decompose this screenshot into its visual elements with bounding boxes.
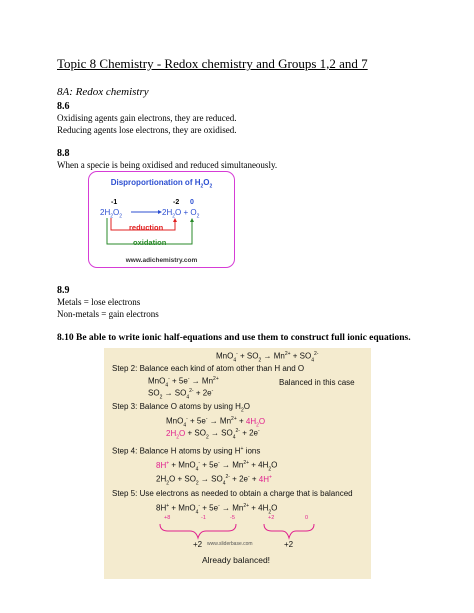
section-number-8-9: 8.9 (57, 285, 70, 296)
step2-eq-a: $MnO_4^- + 5e^- \to Mn^{2+}$ (148, 376, 219, 389)
oxidation-state-mid: -2 (173, 199, 180, 206)
total-charge-right: +2 (284, 540, 294, 549)
oxidation-state-right: 0 (190, 199, 194, 206)
charge-label: +2 (268, 515, 275, 521)
charge-label: -5 (230, 515, 235, 521)
footer-text: Already balanced! (202, 555, 271, 565)
figure-title: Disproportionation of $H_2O_2$ (110, 178, 213, 190)
charge-label: -1 (201, 515, 206, 521)
page-title: Topic 8 Chemistry - Redox chemistry and Groups 1,2 and 7 (57, 56, 368, 71)
step-5: Step 5: Use electrons as needed to obtain a charge that is balanced (112, 489, 353, 498)
text-line: Oxidising agents gain electrons, they are reduced. (57, 113, 237, 123)
oxidation-label: oxidation (133, 238, 167, 247)
step3-eq-a: $MnO_4^- + 5e^- \to Mn^{2+} + 4H_2O$ (166, 416, 266, 429)
section-number-8-8: 8.8 (57, 148, 70, 159)
step3-eq-b: $2H_2O + SO_2 \to SO_4^{2-} + 2e^-$ (166, 428, 260, 441)
section-heading-8a: 8A: Redox chemistry (57, 86, 149, 98)
products: $2H_2O + O_2$ (162, 208, 200, 220)
charge-label: 0 (305, 515, 309, 521)
reduction-label: reduction (129, 223, 164, 232)
step-3: Step 3: Balance O atoms by using $H_2O$ (112, 402, 250, 414)
figure-source: www.sliderbase.com (207, 541, 253, 547)
figure-source: www.adichemistry.com (125, 257, 198, 264)
total-charge-left: +2 (193, 540, 203, 549)
oxidation-state-left: -1 (111, 199, 118, 206)
step-4: Step 4: Balance H atoms by using H+ ions (112, 446, 261, 456)
step2-eq-b: $SO_2 \to SO_4^{2-} + 2e^-$ (148, 388, 214, 401)
step4-eq-b: $2H_2O + SO_2 \to SO_4^{2-} + 2e^- + 4H^+$ (156, 474, 272, 487)
text-line: Non-metals = gain electrons (57, 309, 159, 319)
equation-top: $MnO_4^- + SO_2 \to Mn^{2+} + SO_4^{2-}$ (216, 351, 319, 364)
reaction-arrows (89, 172, 236, 269)
section-heading-8-10: 8.10 Be able to write ionic half-equations and use them to construct full ionic equations. (57, 333, 411, 343)
text-line: When a specie is being oxidised and reduced simultaneously. (57, 160, 278, 170)
text-line: Metals = lose electrons (57, 297, 141, 307)
step5-eq: $8H^+ + MnO_4^- + 5e^- \to Mn^{2+} + 4H_2O$ (156, 503, 278, 516)
text-line: Reducing agents lose electrons, they are oxidised. (57, 125, 237, 135)
section-number-8-6: 8.6 (57, 101, 70, 112)
reactant: $2H_2O_2$ (100, 208, 123, 220)
half-equation-figure (104, 348, 371, 579)
charge-label: +8 (164, 515, 171, 521)
step4-eq-a: $8H^+ + MnO_4^- + 5e^- \to Mn^{2+} + 4H_2O$ (156, 460, 278, 473)
disproportionation-figure (88, 171, 235, 268)
step2-note: Balanced in this case (279, 378, 355, 387)
step-2: Step 2: Balance each kind of atom other than H and O (112, 364, 305, 373)
